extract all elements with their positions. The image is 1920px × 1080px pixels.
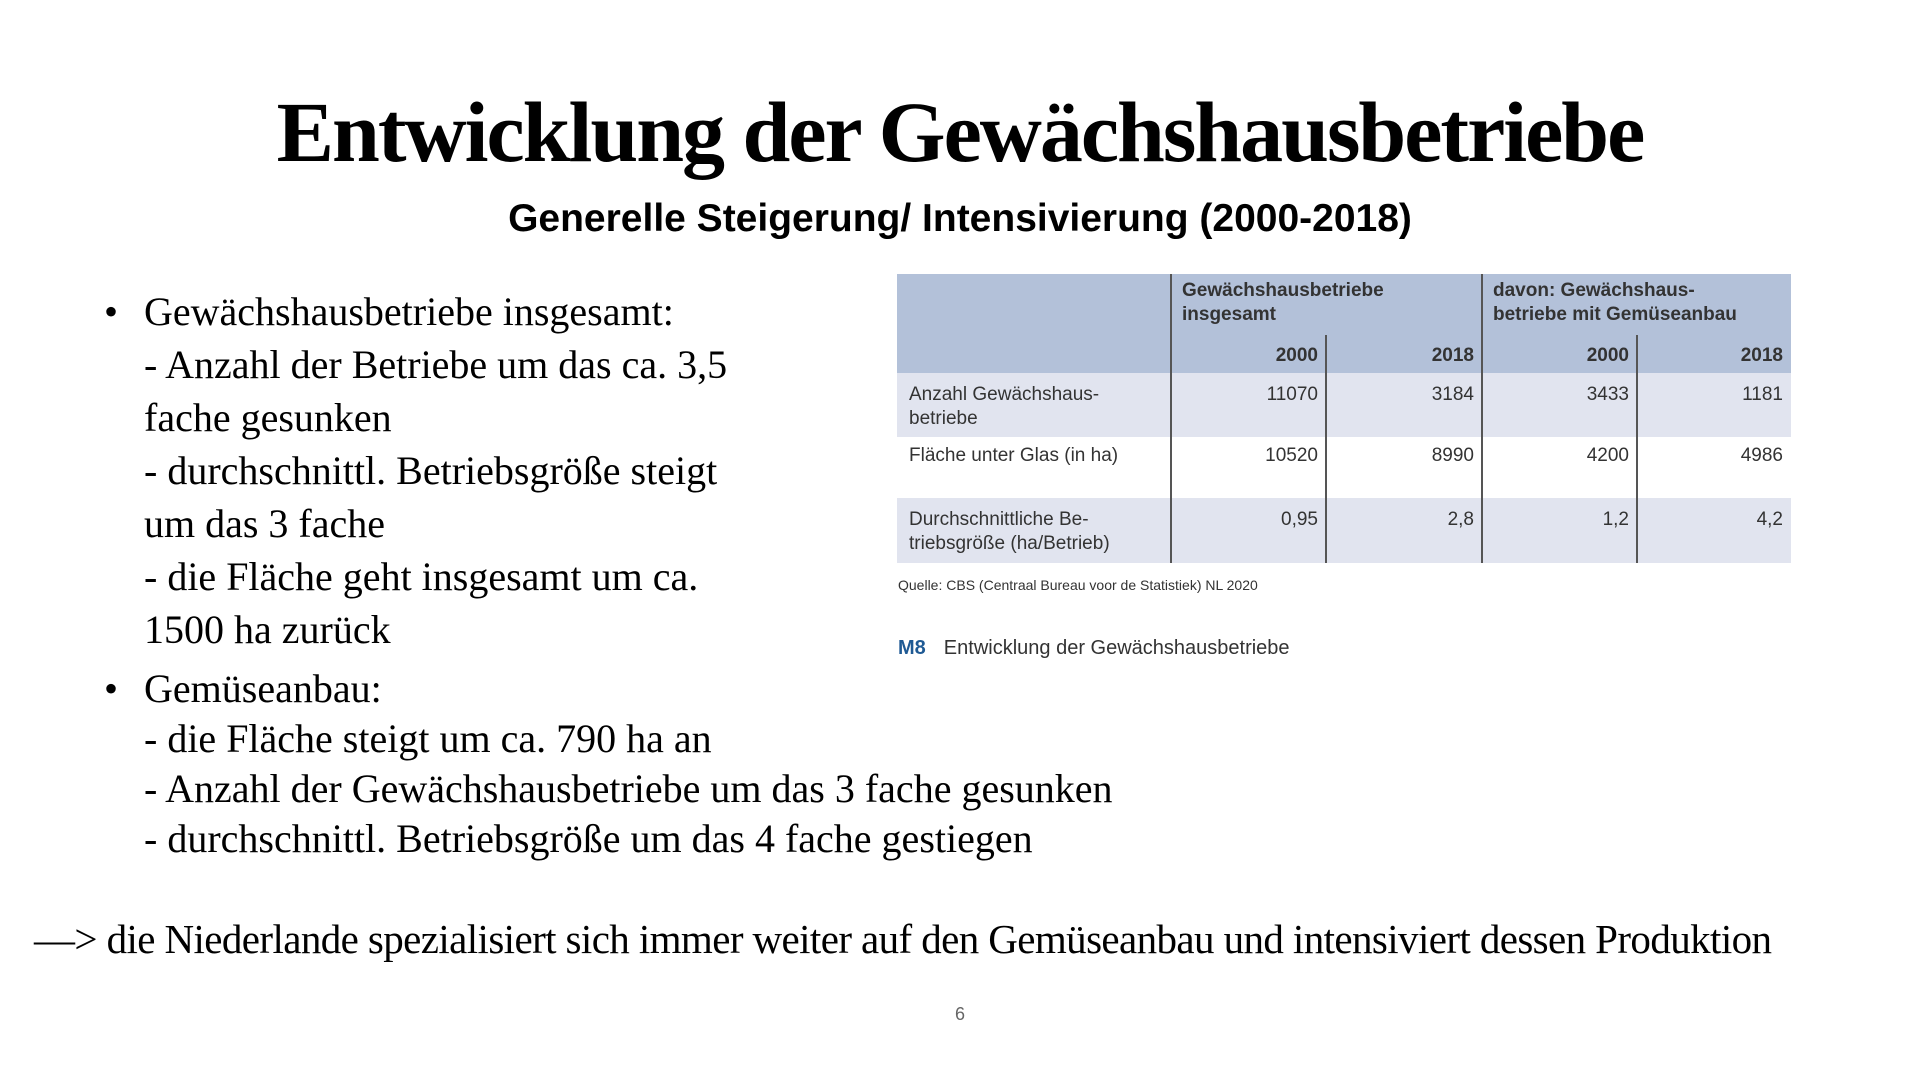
table-cell: 4,2 — [1756, 509, 1783, 530]
conclusion: —> die Niederlande spezialisiert sich immer weiter auf den Gemüseanbau und intensiviert dessen Produktion — [34, 916, 1772, 962]
table-cell: 11070 — [1266, 384, 1318, 405]
data-table — [897, 274, 1791, 563]
column-divider — [1170, 274, 1172, 563]
caption-text: Entwicklung der Gewächshausbetriebe — [943, 637, 1290, 659]
bullet-vegetables — [104, 664, 1113, 864]
bullet-icon: • — [104, 666, 119, 711]
column-divider — [1325, 335, 1327, 563]
bullet-line: um das 3 fache — [144, 501, 386, 546]
header-line: Gewächshausbetriebe — [1182, 280, 1384, 301]
bullet-line: 1500 ha zurück — [144, 607, 391, 652]
year-header: 2018 — [1740, 345, 1783, 366]
bullet-line: - durchschnittl. Betriebsgröße um das 4 fache gestiegen — [144, 816, 1033, 861]
page-subtitle: Generelle Steigerung/ Intensivierung (2000-2018) — [508, 197, 1412, 240]
label-line: Anzahl Gewächshaus- — [909, 384, 1100, 405]
year-header: 2000 — [1275, 345, 1318, 366]
bullet-line: - die Fläche geht insgesamt um ca. — [144, 554, 699, 599]
label-line: triebsgröße (ha/Betrieb) — [909, 533, 1110, 554]
bullet-line: - die Fläche steigt um ca. 790 ha an — [144, 716, 712, 761]
table-cell: 1,2 — [1602, 509, 1629, 530]
bullet-line: - Anzahl der Betriebe um das ca. 3,5 — [144, 342, 728, 387]
table-caption — [898, 637, 1290, 660]
group-header-vegetables — [1493, 279, 1737, 327]
bullet-icon: • — [104, 289, 119, 334]
row-label — [909, 508, 1110, 556]
bullet-line: fache gesunken — [144, 395, 392, 440]
bullet-line: Gewächshausbetriebe insgesamt: — [144, 289, 674, 334]
column-divider — [1636, 335, 1638, 563]
year-header: 2000 — [1586, 345, 1629, 366]
table-cell: 2,8 — [1447, 509, 1474, 530]
caption-id: M8 — [898, 637, 926, 659]
bullet-line: - durchschnittl. Betriebsgröße steigt — [144, 448, 718, 493]
table-source: Quelle: CBS (Centraal Bureau voor de Statistiek) NL 2020 — [898, 577, 1258, 593]
page-number: 6 — [954, 1004, 965, 1024]
table-cell: 4986 — [1740, 445, 1783, 466]
header-line: davon: Gewächshaus- — [1493, 280, 1695, 301]
bullet-line: - Anzahl der Gewächshausbetriebe um das 3 fache gesunken — [144, 766, 1113, 811]
column-divider — [1481, 274, 1483, 563]
label-line: Durchschnittliche Be- — [909, 509, 1089, 530]
header-line: betriebe mit Gemüseanbau — [1493, 304, 1737, 325]
table-cell: 4200 — [1586, 445, 1629, 466]
year-header: 2018 — [1431, 345, 1474, 366]
table-cell: 8990 — [1431, 445, 1474, 466]
label-line: Fläche unter Glas (in ha) — [909, 445, 1119, 466]
table-cell: 0,95 — [1281, 509, 1318, 530]
label-line: betriebe — [909, 408, 978, 429]
header-line: insgesamt — [1182, 304, 1276, 325]
group-header-total — [1182, 279, 1384, 327]
page-title: Entwicklung der Gewächshausbetriebe — [276, 84, 1644, 180]
row-label — [909, 383, 1099, 431]
table-cell: 1181 — [1742, 384, 1783, 405]
bullet-line: Gemüseanbau: — [144, 666, 382, 711]
table-cell: 10520 — [1265, 445, 1318, 466]
bullet-total — [104, 285, 727, 656]
table-cell: 3433 — [1586, 384, 1629, 405]
table-cell: 3184 — [1431, 384, 1474, 405]
row-label — [909, 444, 1118, 468]
